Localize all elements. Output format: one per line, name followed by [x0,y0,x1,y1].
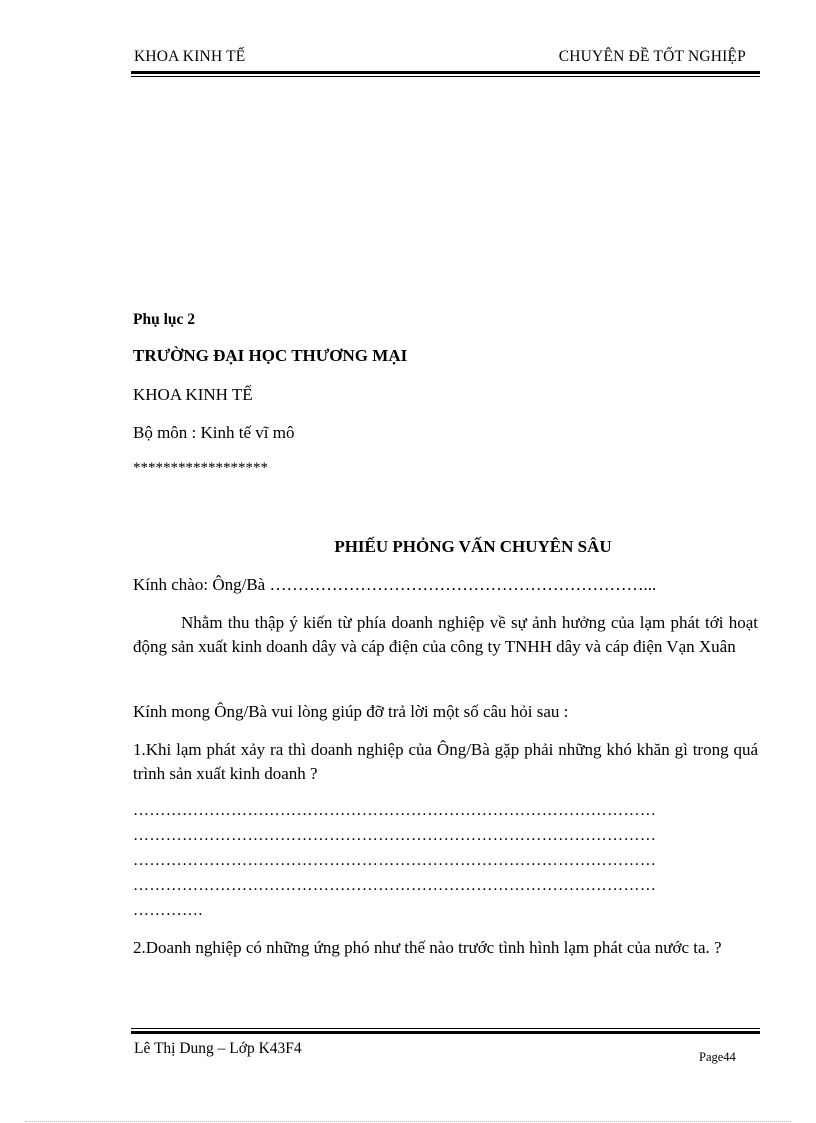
answer-line: …………………………………………………………………………………… [133,877,657,894]
question-2: 2.Doanh nghiệp có những ứng phó như thế nào trước tình hình lạm phát của nước ta. ? [133,938,722,957]
page-number: Page44 [699,1050,736,1064]
footer-rule-thick [131,1031,760,1034]
answer-line: …………………………………………………………………………………… [133,802,657,819]
university-name: TRƯỜNG ĐẠI HỌC THƯƠNG MẠI [133,346,408,365]
faculty-name: KHOA KINH TẾ [133,385,253,404]
header-left-text: KHOA KINH TẾ [134,48,246,65]
header-rule-thin [131,76,760,77]
answer-line: …………………………………………………………………………………… [133,852,657,869]
question-1: 1.Khi lạm phát xảy ra thì doanh nghiệp của Ông/Bà gặp phải những khó khăn gì trong quá trình sản xuất kinh doanh ? [133,740,758,783]
stars-separator: ****************** [133,460,268,476]
appendix-label: Phụ lục 2 [133,311,196,328]
footer-rule-thin [131,1028,760,1029]
page-bottom-border [25,1121,791,1122]
request-line: Kính mong Ông/Bà vui lòng giúp đỡ trả lời một số câu hỏi sau : [133,702,569,721]
header-right-text: CHUYÊN ĐỀ TỐT NGHIỆP [558,48,746,65]
answer-line: …………. [133,902,203,919]
greeting-line: Kính chào: Ông/Bà …………………………………………………………... [133,575,657,594]
department-name: Bộ môn : Kinh tế vĩ mô [133,423,295,442]
footer-author: Lê Thị Dung – Lớp K43F4 [134,1040,302,1057]
header-rule-thick [131,71,760,74]
answer-line: …………………………………………………………………………………… [133,827,657,844]
form-title: PHIẾU PHỎNG VẤN CHUYÊN SÂU [334,537,612,556]
intro-paragraph: Nhằm thu thập ý kiến từ phía doanh nghiệp về sự ảnh hưởng của lạm phát tới hoạt động sản xuất kinh doanh dây và cáp điện của công ty TNHH dây và cáp điện Vạn Xuân [133,613,758,656]
